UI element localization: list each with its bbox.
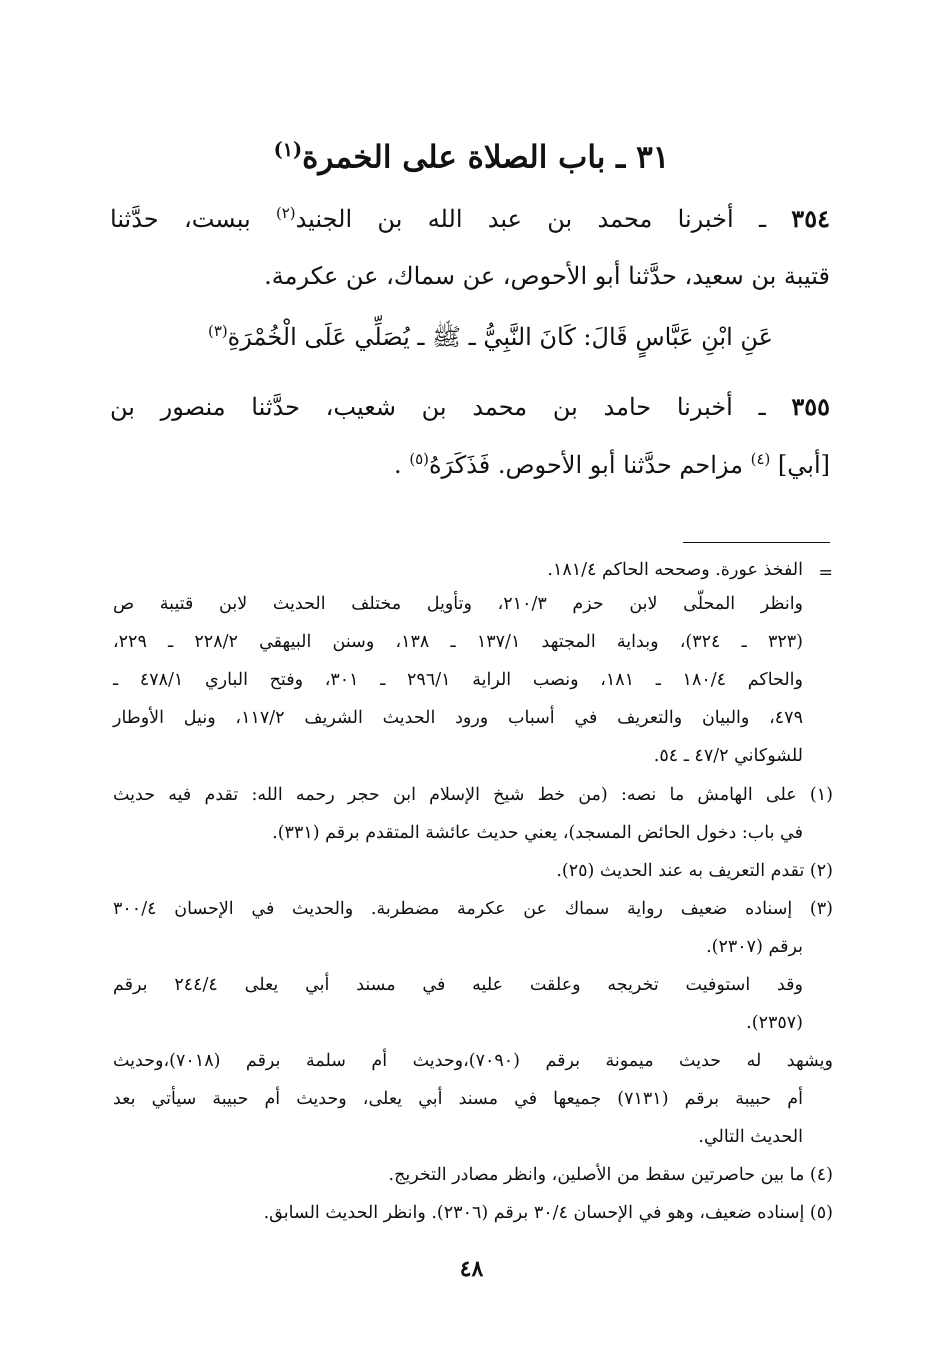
footnote-text: برقم (٢٣٠٧). <box>706 937 803 957</box>
hadith-354-line-2 <box>264 262 830 290</box>
page-number: ٤٨ <box>459 1256 484 1282</box>
footnote-continuation-line <box>113 594 803 614</box>
footnote-continuation-line <box>547 560 803 580</box>
chapter-title-footnote-ref: (١) <box>273 138 303 161</box>
hadith-number: ٣٥٤ <box>791 204 830 233</box>
footnote-text: ويشهد له حديث ميمونة برقم (٧٠٩٠)،وحديث أم سلمة برقم (٧٠١٨)،وحديث <box>113 1051 833 1071</box>
footnote-text: الحديث التالي. <box>698 1127 803 1147</box>
chapter-title-text: ٣١ ـ باب الصلاة على الخمرة <box>302 139 670 176</box>
footnote-text: (٣) إسناده ضعيف رواية سماك عن عكرمة مضطربة. والحديث في الإحسان ٣٠٠/٤ <box>113 899 833 919</box>
hadith-text: ـ أخبرنا محمد بن عبد الله بن الجنيد <box>295 205 766 233</box>
hadith-text: [أبي] <box>777 451 830 479</box>
footnote-text: أم حبيبة برقم (٧١٣١) جميعها في مسند أبي يعلى، وحديث أم حبيبة سيأتي بعد <box>113 1089 804 1109</box>
footnote-3-cont <box>698 1127 803 1147</box>
hadith-text: ـ أخبرنا حامد بن محمد بن شعيب، حدَّثنا منصور بن <box>110 393 766 421</box>
footnote-text: (٢) تقدم التعريف به عند الحديث (٢٥). <box>556 861 833 881</box>
hadith-text: مزاحم حدَّثنا أبو الأحوص. فَذَكَرَهُ <box>428 451 744 479</box>
hadith-text: ببست، حدَّثنا <box>110 205 251 233</box>
footnote-separator <box>683 542 830 543</box>
matn-text: عَنِ ابْنِ عَبَّاسٍ قَالَ: كَانَ النَّبِيُّ ـ ﷺ ـ يُصَلِّي عَلَى الْخُمْرَةِ <box>227 323 773 351</box>
footnote-text: وانظر المحلّى لابن حزم ٢١٠/٣، وتأويل مختلف الحديث لابن قتيبة ص <box>113 594 804 614</box>
footnote-text: (٢٣٥٧). <box>746 1013 803 1033</box>
footnote-4 <box>389 1165 834 1185</box>
footnote-2 <box>556 861 833 881</box>
hadith-355-line-1 <box>110 392 830 421</box>
footnote-text: في باب: دخول الحائض المسجد)، يعني حديث عائشة المتقدم برقم (٣٣١). <box>272 823 803 843</box>
footnote-text: (٥) إسناده ضعيف، وهو في الإحسان ٣٠/٤ برقم (٢٣٠٦). وانظر الحديث السابق. <box>263 1203 833 1223</box>
footnote-text: (٤) ما بين حاصرتين سقط من الأصلين، وانظر مصادر التخريج. <box>388 1165 833 1185</box>
footnote-3-cont <box>113 1089 803 1109</box>
footnote-continuation-line <box>113 708 803 728</box>
footnote-1 <box>113 785 833 805</box>
hadith-354-line-1 <box>110 204 830 233</box>
footnote-3-cont <box>113 1051 833 1071</box>
footnote-text: للشوكاني ٤٧/٢ ـ ٥٤. <box>653 746 803 766</box>
footnote-3-cont <box>746 1013 803 1033</box>
footnote-ref: (٤) <box>750 450 771 468</box>
footnote-ref: (٥) <box>409 450 429 468</box>
continuation-marker: = <box>818 563 833 583</box>
footnote-text: والحاكم ١٨٠/٤ ـ ١٨١، ونصب الراية ٢٩٦/١ ـ ٣٠١، وفتح الباري ٤٧٨/١ ـ <box>113 670 803 690</box>
footnote-continuation-line <box>113 670 803 690</box>
footnote-continuation-line <box>654 746 803 766</box>
footnote-text: وقد استوفيت تخريجه وعلقت عليه في مسند أبي يعلى ٢٤٤/٤ برقم <box>113 975 803 995</box>
footnote-5 <box>264 1203 833 1223</box>
footnote-text: الفخذ عورة. وصححه الحاكم ١٨١/٤. <box>547 560 803 580</box>
footnote-ref: (٢) <box>275 204 296 222</box>
footnote-text: ٤٧٩، والبيان والتعريف في أسباب ورود الحديث الشريف ١١٧/٢، ونيل الأوطار <box>113 708 803 728</box>
footnote-ref: (٣) <box>208 322 228 340</box>
hadith-355-line-2: [أبي] $^{(٤)}$ مزاحم حدَّثنا أبو الأحوص. فَذَكَرَهُ$^{(٥)}$ . <box>394 450 830 479</box>
footnote-continuation-marker <box>818 563 833 583</box>
footnote-3-cont <box>113 975 803 995</box>
hadith-text: قتيبة بن سعيد، حدَّثنا أبو الأحوص، عن سماك، عن عكرمة. <box>264 262 830 290</box>
footnote-text: (١) على الهامش ما نصه: (من خط شيخ الإسلام ابن حجر رحمه الله: تقدم فيه حديث <box>113 785 833 805</box>
footnote-3 <box>113 899 833 919</box>
hadith-354-matn <box>208 322 773 357</box>
footnote-continuation-line <box>113 632 803 652</box>
hadith-number: ٣٥٥ <box>791 392 830 421</box>
footnote-3-cont <box>706 937 803 957</box>
footnote-1-cont <box>272 823 803 843</box>
chapter-title <box>0 138 943 175</box>
footnote-text: (٣٢٣ ـ ٣٢٤)، وبداية المجتهد ١٣٧/١ ـ ١٣٨، وسنن البيهقي ٢٢٨/٢ ـ ٢٢٩، <box>113 632 803 652</box>
